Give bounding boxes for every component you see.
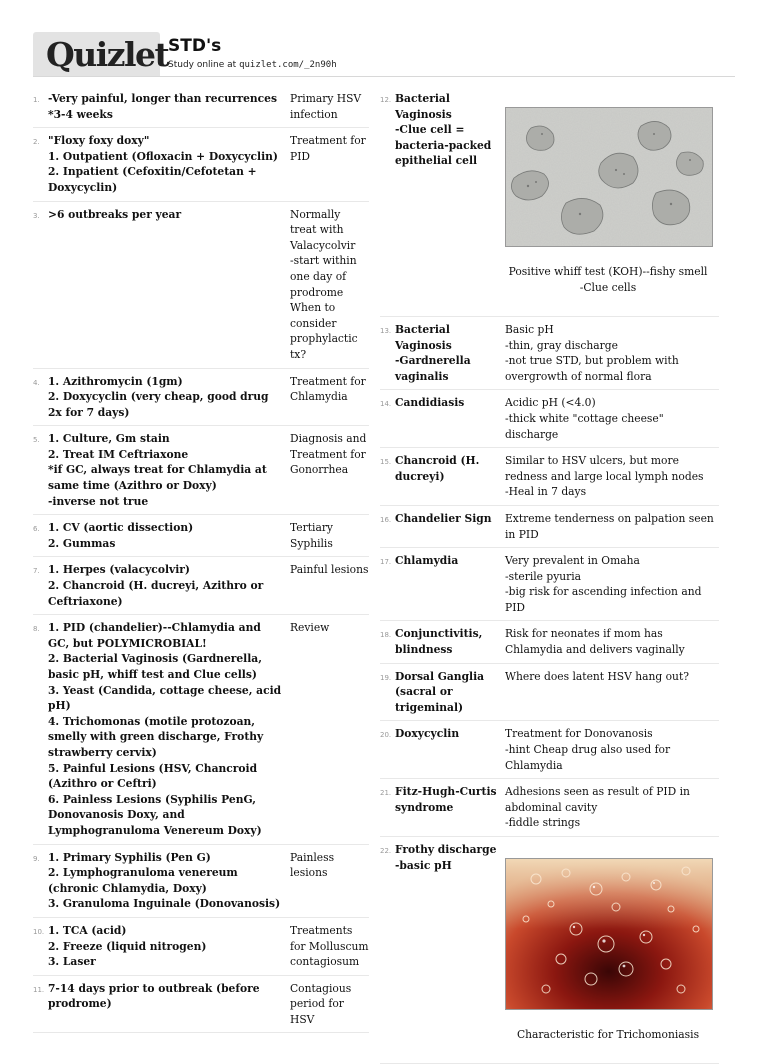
frothy-discharge-photo: [505, 858, 713, 1010]
left-card-column: [33, 86, 369, 1033]
card-definition: Adhesions seen as result of PID in abdominal cavity -fiddle strings: [505, 785, 690, 830]
card-number: 20.: [380, 731, 392, 740]
card-definition: [505, 91, 719, 311]
card-number: 11.: [33, 985, 45, 994]
flashcard: [380, 390, 719, 448]
flashcard: [33, 918, 369, 976]
flashcard-with-image: [380, 86, 719, 317]
card-definition: [505, 842, 719, 1058]
card-definition: Review: [290, 621, 330, 635]
flashcard: [380, 548, 719, 621]
flashcard: [33, 515, 369, 557]
flashcard: [33, 976, 369, 1034]
card-number: 12.: [380, 96, 392, 104]
flashcard: [33, 202, 369, 369]
card-term: Conjunctivitis, blindness: [395, 627, 483, 657]
card-number: 10.: [33, 927, 45, 936]
flashcard: [33, 128, 369, 201]
card-definition: Tertiary Syphilis: [290, 521, 333, 550]
card-term: 1. Azithromycin (1gm) 2. Doxycyclin (very cheap, good drug 2x for 7 days): [48, 374, 269, 419]
flashcard-with-image: [380, 837, 719, 1064]
card-term: Doxycyclin: [395, 727, 460, 741]
card-number: 14.: [380, 400, 392, 409]
flashcard: [380, 448, 719, 506]
card-term: 1. TCA (acid) 2. Freeze (liquid nitrogen) 3. Laser: [48, 923, 207, 969]
card-number: 17.: [380, 558, 392, 567]
flashcard: [33, 615, 369, 844]
card-definition: Primary HSV infection: [290, 92, 362, 121]
card-definition: Contagious period for HSV: [290, 981, 352, 1026]
study-online-line: [168, 60, 337, 70]
flashcard: [33, 557, 369, 615]
card-definition: Basic pH -thin, gray discharge -not true STD, but problem with overgrowth of normal flora: [505, 322, 679, 383]
page-header: [33, 32, 735, 77]
card-definition: Treatments for Molluscum contagiosum: [290, 923, 369, 969]
quizlet-logo[interactable]: [33, 32, 169, 76]
card-number: 6.: [33, 525, 40, 534]
logo-text: Quizlet: [46, 35, 169, 74]
card-definition: Very prevalent in Omaha -sterile pyuria -big risk for ascending infection and PID: [505, 554, 702, 614]
study-prefix: Study online at: [168, 60, 237, 70]
card-term: 1. PID (chandelier)--Chlamydia and GC, but POLYMICROBIAL! 2. Bacterial Vaginosis (Gardnerella, basic pH, whiff test and Clue cells) 3. Yeast (Candida, cottage cheese, acid pH) 4. Trichomonas (motile protozoan, smelly with green discharge, Frothy strawberry cervix) 5. Painful Lesions (HSV, Chancroid (Azithro or Ceftri) 6. Painless Lesions (Syphilis PenG, Donovanosis Doxy, and Lymphogranuloma Venereum Doxy): [48, 621, 282, 837]
study-url-link[interactable]: quizlet.com/_2n90h: [239, 60, 337, 70]
image-caption: Characteristic for Trichomoniasis: [516, 1028, 700, 1042]
card-term: Chlamydia: [395, 554, 459, 568]
card-term: >6 outbreaks per year: [48, 207, 182, 221]
flashcard: [33, 845, 369, 918]
flashcard: [380, 664, 719, 722]
card-term: Bacterial Vaginosis -Clue cell = bacteria-packed epithelial cell: [395, 92, 492, 168]
card-term: -Very painful, longer than recurrences *3-4 weeks: [48, 92, 277, 121]
card-term: 1. Herpes (valacycolvir) 2. Chancroid (H. ducreyi, Azithro or Ceftriaxone): [48, 563, 264, 608]
flashcard: [380, 621, 719, 663]
card-term: Fitz-Hugh-Curtis syndrome: [395, 785, 497, 814]
card-term: Chandelier Sign: [395, 511, 492, 525]
card-number: 13.: [380, 326, 392, 335]
card-definition: Risk for neonates if mom has Chlamydia and delivers vaginally: [505, 627, 685, 657]
flashcard: [380, 317, 719, 390]
card-term: Frothy discharge -basic pH: [395, 843, 497, 872]
card-term: Candidiasis: [395, 396, 465, 410]
image-caption: Positive whiff test (KOH)--fishy smell -Clue cells: [508, 265, 708, 294]
set-title: STD's: [168, 36, 222, 56]
clue-cells-micrograph: [505, 107, 713, 247]
card-number: 19.: [380, 673, 392, 682]
card-number: 2.: [33, 138, 40, 147]
card-number: 1.: [33, 96, 40, 104]
card-number: 5.: [33, 436, 40, 445]
card-definition: Normally treat with Valacycolvir -start within one day of prodrome When to consider prophylactic tx?: [290, 207, 358, 361]
card-term: Chancroid (H. ducreyi): [395, 454, 480, 483]
card-number: 8.: [33, 625, 40, 634]
card-definition: Treatment for Donovanosis -hint Cheap drug also used for Chlamydia: [505, 727, 671, 772]
flashcard: [33, 369, 369, 427]
flashcard: [33, 426, 369, 515]
flashcard: [380, 721, 719, 779]
flashcard: [380, 779, 719, 837]
card-number: 22.: [380, 847, 392, 855]
right-card-column: [380, 86, 719, 1064]
card-term: 1. Culture, Gm stain 2. Treat IM Ceftriaxone *if GC, always treat for Chlamydia at same time (Azithro or Doxy) -inverse not true: [48, 432, 267, 508]
card-number: 21.: [380, 789, 392, 798]
card-definition: Where does latent HSV hang out?: [505, 669, 689, 683]
card-number: 9.: [33, 854, 40, 863]
flashcard: [33, 86, 369, 128]
card-term: 1. Primary Syphilis (Pen G) 2. Lymphogranuloma venereum (chronic Chlamydia, Doxy) 3. Granuloma Inguinale (Donovanosis): [48, 850, 281, 911]
card-definition: Diagnosis and Treatment for Gonorrhea: [290, 432, 367, 477]
card-term: "Floxy foxy doxy" 1. Outpatient (Ofloxacin + Doxycyclin) 2. Inpatient (Cefoxitin/Cefotetan + Doxycyclin): [48, 134, 278, 194]
card-definition: Extreme tenderness on palpation seen in PID: [505, 511, 714, 541]
card-number: 16.: [380, 515, 392, 524]
card-term: 1. CV (aortic dissection) 2. Gummas: [48, 521, 194, 550]
card-number: 3.: [33, 211, 40, 220]
card-term: Dorsal Ganglia (sacral or trigeminal): [395, 669, 485, 714]
card-definition: Treatment for Chlamydia: [290, 374, 366, 404]
card-number: 18.: [380, 631, 392, 640]
card-term: 7-14 days prior to outbreak (before prodrome): [48, 981, 260, 1011]
card-number: 4.: [33, 378, 40, 387]
card-term: Bacterial Vaginosis -Gardnerella vaginalis: [395, 322, 471, 383]
card-definition: Painless lesions: [290, 850, 335, 880]
flashcard: [380, 506, 719, 548]
card-definition: Painful lesions: [290, 563, 369, 577]
card-definition: Similar to HSV ulcers, but more redness and large local lymph nodes -Heal in 7 days: [505, 454, 704, 499]
card-definition: Treatment for PID: [290, 134, 366, 163]
card-definition: Acidic pH (<4.0) -thick white "cottage cheese" discharge: [505, 396, 664, 441]
card-number: 7.: [33, 567, 40, 576]
card-number: 15.: [380, 458, 392, 467]
